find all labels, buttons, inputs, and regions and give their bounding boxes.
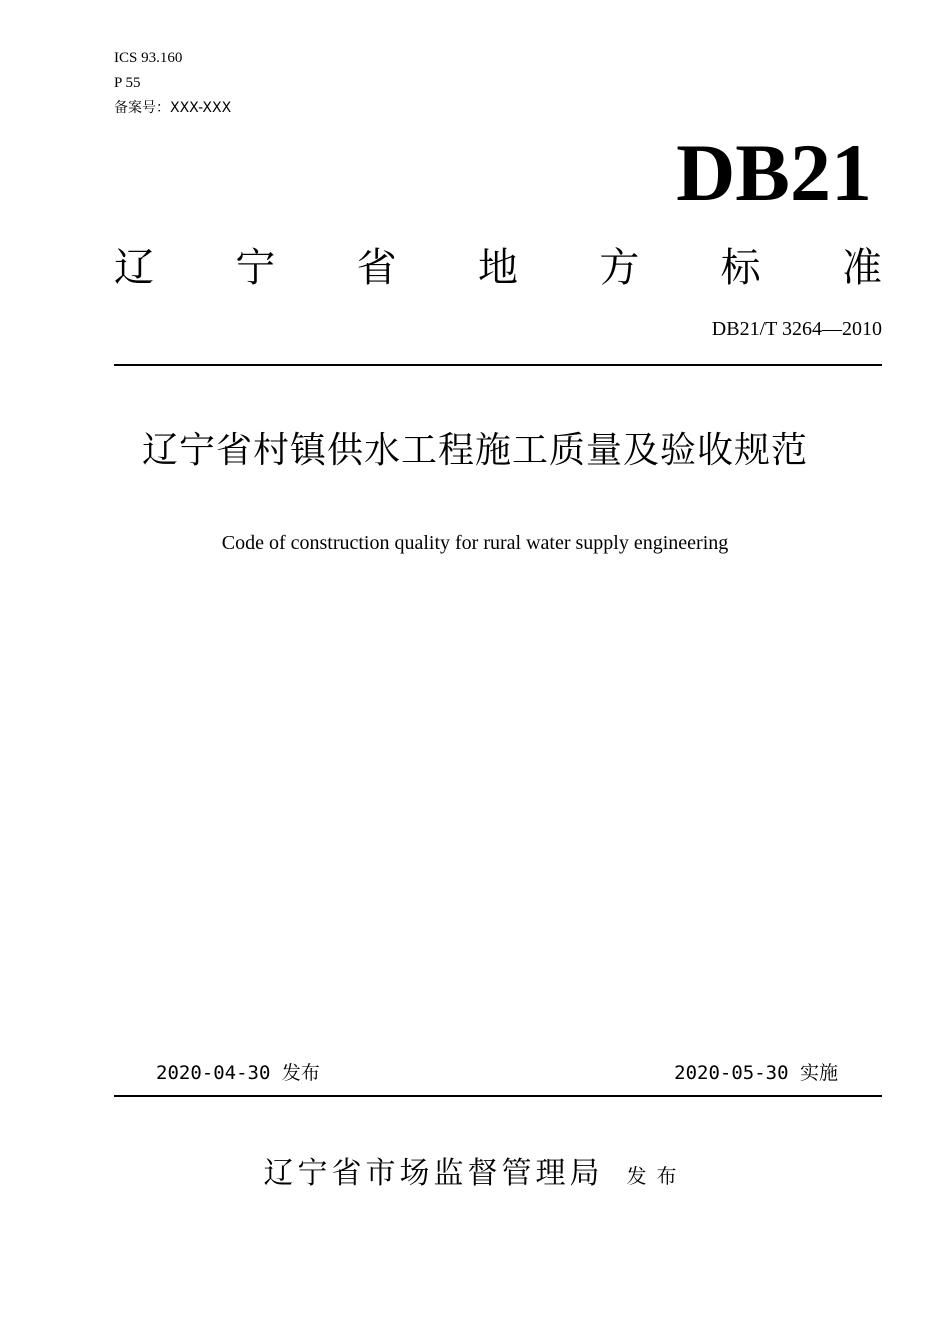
issue-date-line: [156, 1058, 320, 1085]
title-chinese: 辽宁省村镇供水工程施工质量及验收规范: [141, 430, 808, 471]
implementation-date-line: [674, 1058, 838, 1085]
db-logo: DB21: [676, 127, 872, 218]
standard-type-char: 准: [841, 244, 882, 291]
standard-type-char: 宁: [235, 244, 276, 291]
implementation-label: 实施: [799, 1062, 838, 1084]
standard-type-char: 方: [599, 244, 640, 291]
title-english: Code of construction quality for rural water supply engineering: [221, 532, 729, 554]
implementation-date: 2020-05-30: [674, 1062, 789, 1084]
publisher-action: 发布: [626, 1164, 687, 1188]
top-divider: [114, 364, 882, 366]
bottom-divider: [114, 1095, 882, 1097]
issue-label: 发布: [281, 1062, 320, 1084]
publisher-line: [0, 1148, 950, 1192]
publisher-name: 辽宁省市场监督管理局: [263, 1156, 604, 1191]
standard-type-char: 省: [356, 244, 397, 291]
standard-type-char: 辽: [114, 244, 154, 291]
ccs-code: P 55: [114, 75, 141, 91]
standard-type: [114, 236, 882, 292]
standard-type-char: 地: [477, 244, 518, 291]
standard-type-char: 标: [720, 244, 761, 291]
issue-date: 2020-04-30: [156, 1062, 271, 1084]
ics-code: ICS 93.160: [114, 50, 183, 66]
filing-number: 备案号：XXX-XXX: [114, 100, 232, 116]
standard-number: DB21/T 3264—2010: [711, 318, 882, 340]
